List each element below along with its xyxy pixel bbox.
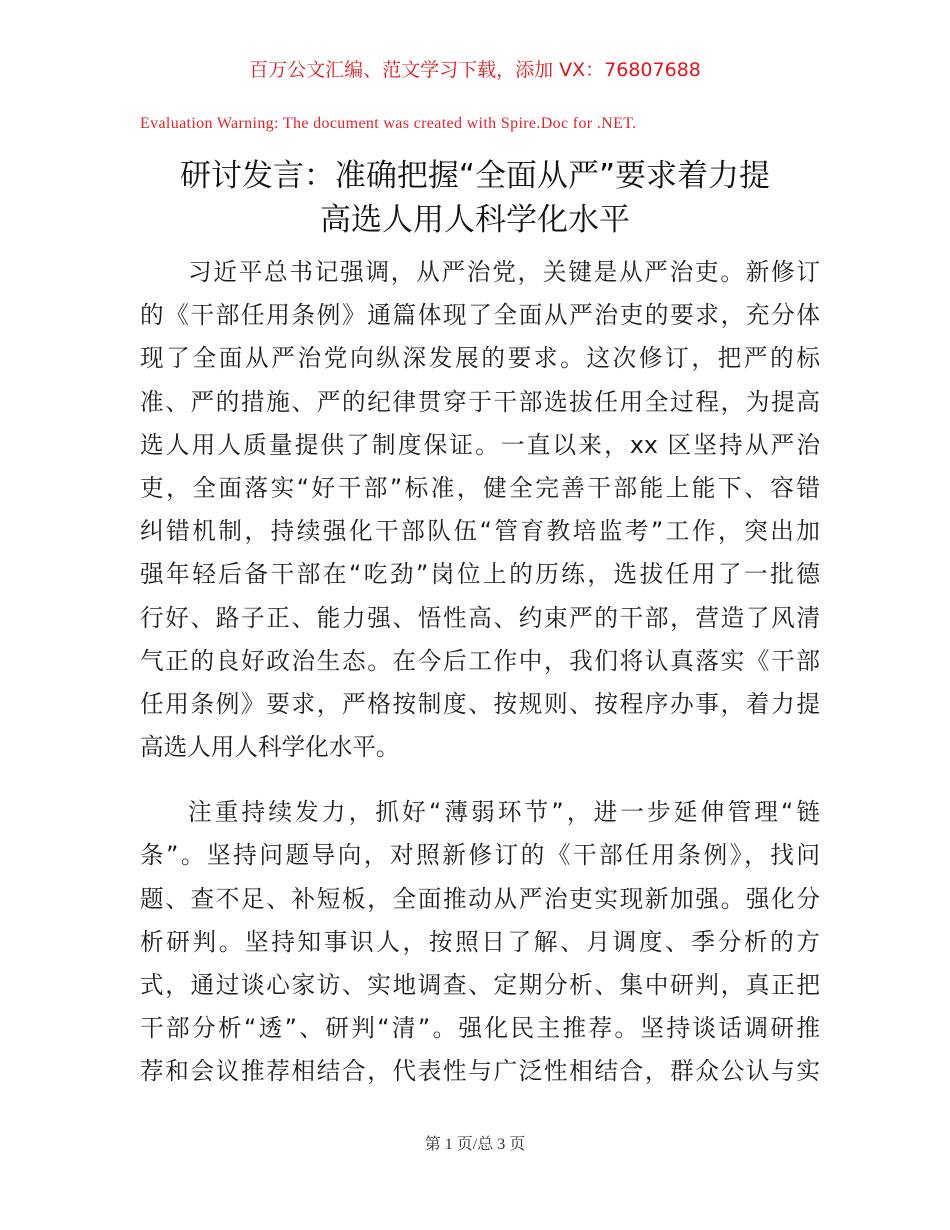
text-line: 强年轻后备干部在“吃劲”岗位上的历练，选拔任用了一批德	[140, 560, 820, 589]
text-line: 习近平总书记强调，从严治党，关键是从严治吏。新修订	[188, 258, 820, 286]
paragraph	[140, 791, 820, 1093]
text-line: 准、严的措施、严的纪律贯穿于干部选拔任用全过程，为提高	[140, 387, 820, 416]
title-line: 高选人用人科学化水平	[320, 202, 630, 238]
text-line: 吏，全面落实“好干部”标准，健全完善干部能上能下、容错	[140, 473, 820, 502]
text-line: 析研判。坚持知事识人，按照日了解、月调度、季分析的方	[140, 927, 820, 956]
document-title	[100, 154, 850, 242]
paragraph	[140, 251, 820, 769]
text-line: 题、查不足、补短板，全面推动从严治吏实现新加强。强化分	[140, 884, 820, 913]
page-number: 第 1 页/总 3 页	[424, 1136, 526, 1153]
text-line: 行好、路子正、能力强、悟性高、约束严的干部，营造了风清	[140, 603, 820, 632]
text-line: 荐和会议推荐相结合，代表性与广泛性相结合，群众公认与实	[140, 1057, 820, 1086]
promo-banner: 百万公文汇编、范文学习下载，添加 VX：76807688	[249, 59, 701, 81]
text-line: 的《干部任用条例》通篇体现了全面从严治吏的要求，充分体	[140, 301, 820, 330]
document-body	[140, 251, 820, 1094]
text-line: 干部分析“透”、研判“清”。强化民主推荐。坚持谈话调研推	[140, 1014, 820, 1043]
text-line: 任用条例》要求，严格按制度、按规则、按程序办事，着力提	[140, 689, 820, 718]
paragraph-spacer	[140, 769, 820, 791]
evaluation-warning: Evaluation Warning: The document was created with Spire.Doc for .NET.	[140, 115, 637, 132]
text-line: 式，通过谈心家访、实地调查、定期分析、集中研判，真正把	[140, 971, 820, 999]
text-line: 注重持续发力，抓好“薄弱环节”，进一步延伸管理“链	[188, 798, 820, 827]
text-line: 条”。坚持问题导向，对照新修订的《干部任用条例》，找问	[140, 841, 820, 870]
title-line: 研讨发言：准确把握“全面从严”要求着力提	[179, 158, 771, 194]
text-line: 现了全面从严治党向纵深发展的要求。这次修订，把严的标	[140, 344, 820, 373]
text-line: 选人用人质量提供了制度保证。一直以来，xx 区坚持从严治	[140, 430, 820, 459]
text-line: 气正的良好政治生态。在今后工作中，我们将认真落实《干部	[140, 646, 820, 675]
text-line: 高选人用人科学化水平。	[140, 733, 400, 762]
text-line: 纠错机制，持续强化干部队伍“管育教培监考”工作，突出加	[140, 517, 820, 546]
